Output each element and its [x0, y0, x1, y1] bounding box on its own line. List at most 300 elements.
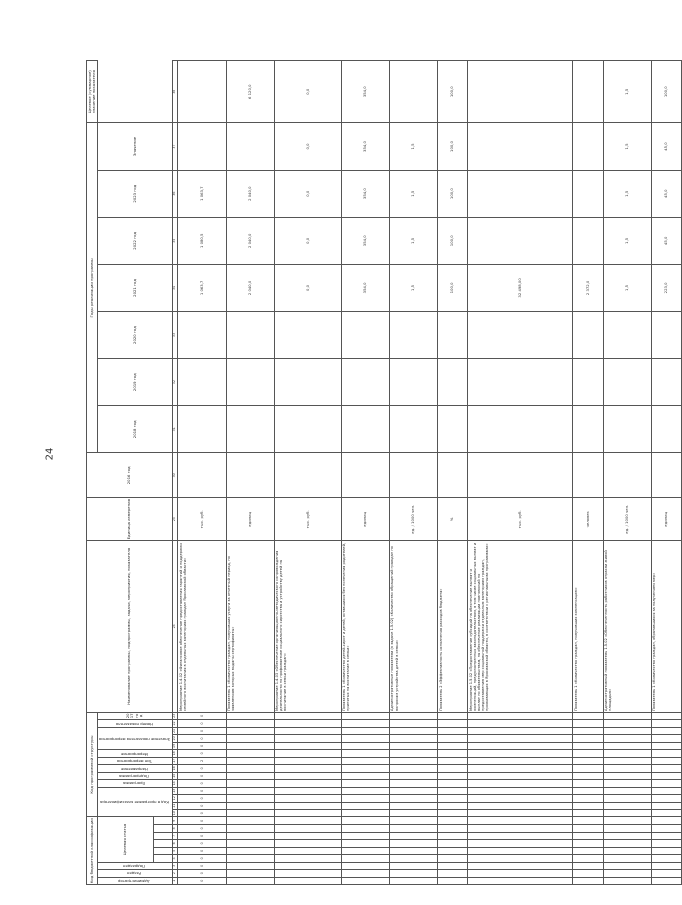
code-cell — [437, 712, 467, 720]
row-final-value — [178, 61, 226, 123]
code-cell — [389, 735, 437, 742]
row-final-value: 0,0 — [274, 61, 341, 123]
row-year-value: 1 080,5 — [178, 217, 226, 264]
row-year-value: 1,5 — [603, 123, 651, 170]
code-cell — [573, 877, 603, 884]
code-cell — [468, 862, 573, 869]
row-year-value: 1,5 — [603, 217, 651, 264]
row-base-value — [651, 453, 681, 498]
code-cell — [651, 825, 681, 832]
row-year-value: 45,0 — [651, 170, 681, 217]
code-cell — [603, 757, 651, 764]
code-cell — [651, 727, 681, 734]
code-cell — [651, 742, 681, 749]
code-cell — [468, 735, 573, 742]
row-unit: ед. / 1000 чел. — [603, 498, 651, 541]
row-year-value: 1,5 — [603, 264, 651, 311]
row-final-value: 100,0 — [651, 61, 681, 123]
row-year-value: 354,0 — [341, 217, 389, 264]
code-cell — [573, 825, 603, 832]
code-cell: 0 — [178, 780, 226, 787]
code-cell: 0 — [178, 772, 226, 779]
code-cell — [341, 840, 389, 847]
row-final-value: 1,5 — [603, 61, 651, 123]
row-year-value: 0,0 — [274, 170, 341, 217]
code-cell — [573, 802, 603, 809]
code-cell: 0 — [178, 750, 226, 757]
row-year-value: 2 040,0 — [226, 170, 274, 217]
code-cell — [573, 735, 603, 742]
column-number: 37 — [172, 123, 178, 170]
code-cell — [573, 727, 603, 734]
row-year-value — [468, 359, 573, 406]
code-cell — [603, 855, 651, 862]
code-cell — [437, 787, 467, 794]
code-cell — [573, 780, 603, 787]
code-cell: 2 — [178, 757, 226, 764]
row-year-value: 0,0 — [274, 264, 341, 311]
code-cell — [603, 802, 651, 809]
code-cell — [573, 757, 603, 764]
column-number: 15 — [172, 773, 177, 778]
column-number: 8 — [172, 825, 178, 832]
row-year-value — [651, 406, 681, 453]
row-year-value — [274, 359, 341, 406]
row-name: Показатель 2 «Эффективность исполнения расходов бюджета» — [437, 541, 467, 712]
code-cell — [651, 735, 681, 742]
row-unit: тыс. руб. — [178, 498, 226, 541]
column-number: 22 — [172, 721, 177, 726]
code-cell — [603, 742, 651, 749]
code-cell: 0 — [178, 862, 226, 869]
code-cell — [573, 810, 603, 817]
code-cell — [226, 765, 274, 772]
code-cell — [274, 825, 341, 832]
row-base-value — [274, 453, 341, 498]
code-cell: 0 — [178, 787, 226, 794]
code-cell — [389, 742, 437, 749]
row-final-value: 100,0 — [437, 61, 467, 123]
row-year-value: 354,0 — [341, 123, 389, 170]
row-name: Административный показатель 1.5.02 «Обеспеченность работников отрасли жилой площадью» — [603, 541, 651, 712]
code-cell — [437, 810, 467, 817]
code-cell — [389, 817, 437, 825]
code-cell — [226, 795, 274, 802]
header-type: Раздел — [127, 871, 142, 877]
code-cell — [437, 825, 467, 832]
code-cell — [468, 742, 573, 749]
code-cell — [389, 727, 437, 734]
column-number: 17 — [172, 758, 177, 763]
code-cell — [341, 817, 389, 825]
code-cell — [603, 795, 651, 802]
row-unit: единиц — [226, 498, 274, 541]
code-cell — [651, 877, 681, 884]
row-base-value — [341, 453, 389, 498]
code-cell — [341, 780, 389, 787]
code-cell — [651, 870, 681, 877]
row-year-value: 0,0 — [274, 217, 341, 264]
row-year-value — [226, 123, 274, 170]
code-cell: 0 — [178, 817, 226, 825]
row-name: Мероприятие 1.4.02 «Финансовое обеспечение предоставления гарантий и поддержки семейного воспитания в отдельных категориях граждан Ярославской области» — [178, 541, 226, 712]
code-cell — [437, 832, 467, 839]
code-cell — [274, 870, 341, 877]
column-number: 32 — [172, 359, 178, 406]
row-year-value — [178, 123, 226, 170]
code-cell — [573, 765, 603, 772]
code-cell — [389, 780, 437, 787]
code-cell — [274, 832, 341, 839]
code-cell — [437, 720, 467, 727]
code-cell — [468, 772, 573, 779]
header-final: Целевое (суммарное) значение показателя — [87, 61, 98, 123]
code-cell: 0 — [178, 742, 226, 749]
row-base-value — [226, 453, 274, 498]
code-cell — [389, 795, 437, 802]
row-name: Показатель 1 «Количество граждан, обратившихся за получением мер» — [651, 541, 681, 712]
row-year-value: 100,0 — [437, 123, 467, 170]
code-cell — [226, 750, 274, 757]
row-year-value — [468, 217, 573, 264]
row-base-value — [468, 453, 573, 498]
row-year-value — [389, 311, 437, 358]
code-cell — [389, 847, 437, 854]
row-name: Административные показатели (к задаче 1.5.02) «Количество обращений граждан по вопросам устройства детей в семьи» — [389, 541, 437, 712]
table-row — [389, 61, 437, 885]
row-name: Мероприятие 1.5.02 «Предоставление субсидий на обеспечение выплат и компенсаций, предусмотренных законодательством, в том числе социальных выплат и выплат по обязательствам, на обеспечение реализации полномочий по предоставлению мер социальной поддержки отдельным категориям граждан, проживающих в Ярославской области, в соответствии с региональными программами» — [468, 541, 573, 712]
code-cell — [226, 832, 274, 839]
header-target-numbers: Значение показателя мероприятия — [98, 736, 170, 742]
code-cell: 0 — [178, 840, 226, 847]
row-unit: человек — [573, 498, 603, 541]
column-number: 30 — [172, 453, 178, 498]
header-year-6: 2023 год — [97, 170, 172, 217]
row-year-value: 1,5 — [603, 170, 651, 217]
code-cell — [573, 795, 603, 802]
code-cell — [468, 855, 573, 862]
code-cell — [226, 712, 274, 720]
header-event: Мероприятие — [120, 751, 148, 757]
row-year-value — [573, 311, 603, 358]
code-cell — [651, 840, 681, 847]
code-cell — [341, 877, 389, 884]
row-year-value: 2 372,0 — [573, 264, 603, 311]
column-number: 34 — [172, 264, 178, 311]
row-year-value — [389, 406, 437, 453]
code-cell — [603, 862, 651, 869]
code-cell — [226, 810, 274, 817]
header-subprogram: Подпрограмма — [119, 774, 149, 780]
row-year-value: 45,0 — [651, 217, 681, 264]
code-cell — [651, 832, 681, 839]
row-year-value — [226, 359, 274, 406]
code-cell — [603, 877, 651, 884]
header-final-value: Значение — [97, 123, 172, 170]
code-cell — [437, 847, 467, 854]
code-cell — [341, 720, 389, 727]
code-cell — [341, 742, 389, 749]
row-year-value: 1,5 — [389, 217, 437, 264]
row-year-value — [651, 359, 681, 406]
code-cell — [437, 840, 467, 847]
code-cell — [651, 802, 681, 809]
row-base-value — [603, 453, 651, 498]
code-cell — [341, 727, 389, 734]
row-year-value — [178, 359, 226, 406]
row-year-value — [437, 311, 467, 358]
header-program-classifier: Код в программе классификатора — [99, 800, 169, 806]
code-cell — [651, 712, 681, 720]
column-number: 31 — [172, 406, 178, 453]
code-cell: 0 — [178, 855, 226, 862]
code-cell — [651, 757, 681, 764]
code-cell — [603, 750, 651, 757]
row-year-value — [437, 359, 467, 406]
header-direction: Направление — [120, 766, 148, 772]
code-cell: 0 — [178, 825, 226, 832]
row-year-value — [178, 311, 226, 358]
code-cell — [274, 817, 341, 825]
row-year-value — [468, 406, 573, 453]
header-year-0: 2017 год — [97, 712, 172, 720]
column-number: 21 — [172, 728, 177, 733]
code-cell — [341, 712, 389, 720]
table-row — [341, 61, 389, 885]
column-number: 12 — [172, 796, 177, 801]
header-year-5: 2022 год — [97, 217, 172, 264]
code-cell — [437, 742, 467, 749]
code-cell — [274, 765, 341, 772]
code-cell — [389, 870, 437, 877]
code-cell — [341, 862, 389, 869]
code-cell: 0 — [178, 727, 226, 734]
code-cell — [274, 742, 341, 749]
code-cell — [468, 825, 573, 832]
code-cell — [274, 877, 341, 884]
code-cell — [468, 757, 573, 764]
code-cell — [341, 870, 389, 877]
row-final-value: 354,0 — [341, 61, 389, 123]
row-year-value: 1 063,7 — [178, 264, 226, 311]
code-cell — [603, 817, 651, 825]
table-row — [651, 61, 681, 885]
code-cell — [437, 855, 467, 862]
code-cell — [437, 757, 467, 764]
code-cell — [341, 825, 389, 832]
code-cell — [573, 870, 603, 877]
row-year-value — [603, 406, 651, 453]
row-year-value: 2 040,0 — [226, 264, 274, 311]
header-event-type: Тип мероприятия — [116, 759, 152, 765]
code-cell — [341, 847, 389, 854]
row-year-value — [274, 311, 341, 358]
code-cell — [389, 877, 437, 884]
row-year-value — [651, 311, 681, 358]
column-number: 38 — [172, 61, 178, 123]
column-number: 6 — [172, 840, 178, 847]
column-number: 23 — [172, 713, 177, 718]
table-row — [437, 61, 467, 885]
code-cell: 0 — [178, 735, 226, 742]
code-cell — [651, 795, 681, 802]
code-cell — [274, 855, 341, 862]
rotated-table-container — [86, 60, 669, 885]
column-number: 20 — [172, 736, 177, 741]
column-number: 24 — [172, 541, 178, 712]
table-row — [178, 61, 226, 885]
row-year-value — [341, 359, 389, 406]
header-name: Наименование программы, подпрограммы, задачи, мероприятия, показателя — [87, 541, 173, 712]
code-cell — [651, 750, 681, 757]
row-year-value — [603, 359, 651, 406]
code-cell — [341, 787, 389, 794]
row-year-value — [341, 406, 389, 453]
code-cell — [341, 855, 389, 862]
code-cell — [389, 840, 437, 847]
code-cell — [468, 712, 573, 720]
code-cell — [651, 810, 681, 817]
row-year-value: 1,5 — [389, 123, 437, 170]
code-cell — [226, 735, 274, 742]
code-cell — [341, 810, 389, 817]
table-row — [226, 61, 274, 885]
column-number: 18 — [172, 751, 177, 756]
column-number: 3 — [172, 862, 178, 869]
code-cell — [437, 862, 467, 869]
code-cell — [468, 817, 573, 825]
code-cell — [274, 735, 341, 742]
code-cell — [389, 855, 437, 862]
code-cell — [468, 727, 573, 734]
row-year-value — [437, 406, 467, 453]
code-cell: 0 — [178, 810, 226, 817]
code-cell — [603, 840, 651, 847]
code-cell — [226, 780, 274, 787]
row-year-value: 100,0 — [437, 217, 467, 264]
code-cell — [603, 720, 651, 727]
column-number: 14 — [172, 781, 177, 786]
column-number: 19 — [172, 743, 177, 748]
header-year-4: 2021 год — [97, 264, 172, 311]
code-cell — [437, 727, 467, 734]
code-cell — [437, 877, 467, 884]
code-cell — [468, 720, 573, 727]
code-cell — [468, 840, 573, 847]
table-row — [274, 61, 341, 885]
code-cell — [651, 765, 681, 772]
column-number: 5 — [172, 847, 178, 854]
row-unit: тыс. руб. — [274, 498, 341, 541]
code-cell — [651, 720, 681, 727]
table-body — [178, 61, 682, 885]
column-number: 35 — [172, 217, 178, 264]
column-number: 16 — [172, 766, 177, 771]
code-cell — [468, 765, 573, 772]
code-cell — [341, 757, 389, 764]
code-cell — [573, 862, 603, 869]
code-cell — [573, 772, 603, 779]
code-cell — [274, 810, 341, 817]
header-admin: Администратор — [118, 878, 150, 884]
code-cell — [651, 847, 681, 854]
row-final-value — [389, 61, 437, 123]
row-year-value: 1,5 — [389, 264, 437, 311]
code-cell — [274, 795, 341, 802]
code-cell — [341, 832, 389, 839]
row-year-value — [341, 311, 389, 358]
row-year-value — [468, 170, 573, 217]
code-cell — [468, 787, 573, 794]
header-program-structure: Код программной структуры — [87, 712, 98, 817]
code-cell — [651, 772, 681, 779]
code-cell — [603, 832, 651, 839]
code-cell — [389, 832, 437, 839]
code-cell — [274, 780, 341, 787]
code-cell — [603, 765, 651, 772]
code-cell — [603, 810, 651, 817]
code-cell — [226, 802, 274, 809]
code-cell: 0 — [178, 832, 226, 839]
row-year-value — [573, 170, 603, 217]
header-year-3: 2020 год — [97, 311, 172, 358]
code-cell: 0 — [178, 870, 226, 877]
code-cell — [437, 772, 467, 779]
row-year-value — [226, 311, 274, 358]
code-cell — [274, 802, 341, 809]
code-cell — [468, 810, 573, 817]
code-cell — [468, 802, 573, 809]
code-cell — [651, 817, 681, 825]
code-cell — [389, 862, 437, 869]
row-year-value — [573, 123, 603, 170]
header-target-article: Целевая статья — [97, 817, 153, 862]
column-number: 7 — [172, 832, 178, 839]
code-cell — [437, 817, 467, 825]
code-cell — [651, 787, 681, 794]
row-year-value: 354,0 — [341, 264, 389, 311]
table-row — [603, 61, 651, 885]
code-cell: 0 — [178, 720, 226, 727]
row-base-value — [178, 453, 226, 498]
code-cell — [341, 802, 389, 809]
code-cell — [274, 720, 341, 727]
code-cell — [274, 847, 341, 854]
code-cell — [226, 742, 274, 749]
code-cell — [226, 825, 274, 832]
code-cell — [573, 847, 603, 854]
code-cell — [274, 727, 341, 734]
code-cell — [573, 720, 603, 727]
column-number: 11 — [172, 803, 177, 808]
code-cell — [389, 802, 437, 809]
row-year-value: 2 040,0 — [226, 217, 274, 264]
row-final-value — [573, 61, 603, 123]
code-cell — [468, 847, 573, 854]
row-year-value: 354,0 — [341, 170, 389, 217]
row-name: Показатель 1 «Количество граждан, получивших услуги за отчетный период, по заявлениям которых выданы сертификаты» — [226, 541, 274, 712]
code-cell — [437, 870, 467, 877]
code-cell — [341, 795, 389, 802]
header-year-2: 2019 год — [97, 359, 172, 406]
code-cell — [651, 780, 681, 787]
code-cell — [437, 765, 467, 772]
code-cell — [573, 787, 603, 794]
code-cell — [651, 862, 681, 869]
code-cell — [226, 787, 274, 794]
column-number: 33 — [172, 311, 178, 358]
row-year-value: 223,0 — [651, 264, 681, 311]
